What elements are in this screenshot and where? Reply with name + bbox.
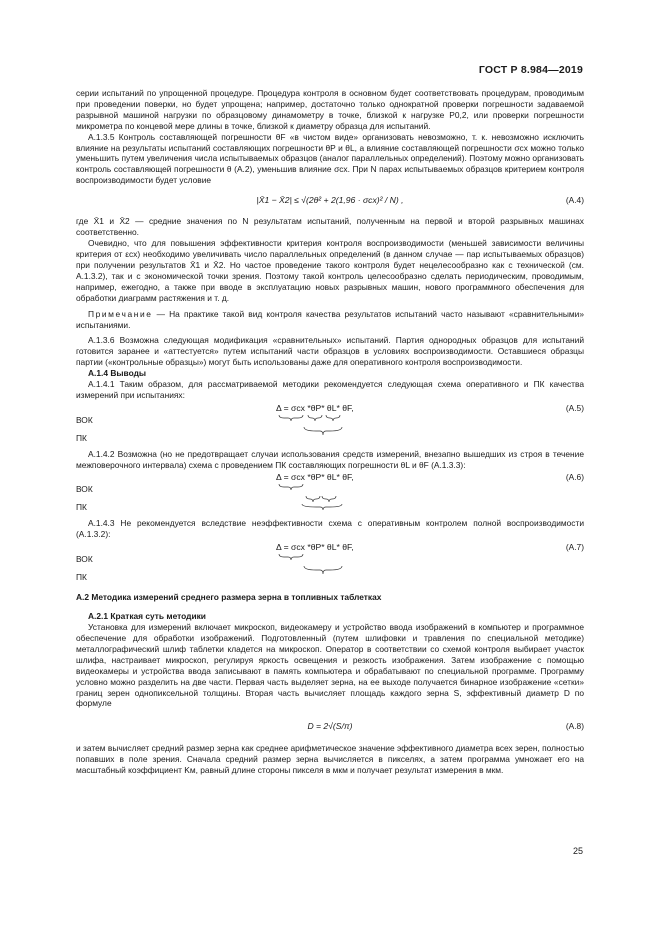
equation-a8 — [76, 713, 584, 739]
equation-a4 — [76, 190, 584, 212]
scheme-formula: Δ = σcx *θP* θL* θF, — [276, 402, 354, 413]
paragraph: А.1.4.2 Возможна (но не предотвращает случаи использования средств измерений, внезапно вышедших из строя в течение межповерочного интервала) схема с проведением ПК составляющих погрешности θL и θF (А.1.3.3): — [76, 448, 584, 470]
equation-number: (А.7) — [565, 542, 584, 553]
scheme-a5 — [76, 403, 584, 447]
label-vok: ВОК — [76, 484, 93, 495]
note-text: — На практике такой вид контроля качества результатов испытаний часто называют «сравнительными» испытаниями. — [76, 309, 584, 331]
paragraph: Установка для измерений включает микроскоп, видеокамеру и устройство ввода изображений в компьютер и программное обеспечение для обработки изображений. Подготовленный (путем шлифовки и травления по специальной методике) металлографический шлиф таблетки кладется на микроскоп. Оператор в соответствии со схемой контроля выбирает участок шлифа, настраивает микроскоп, регулируя яркость освещения и резкость изображения. Затем изображение с помощью видеокамеры и устройства ввода записывают в память компьютера и обрабатывают по специальной программе. Программу условно можно разделить на две части. Первая часть выделяет зерна, на ее выходе получается бинарное изображение «сетки» границ зерен однопиксельной толщины. Вторая часть вычисляет площадь каждого зерна S, эффективный диаметр D по формуле — [76, 622, 584, 709]
paragraph: и затем вычисляет средний размер зерна как среднее арифметическое значение эффективного диаметра всех зерен, полностью попавших в поле зрения. Сначала средний размер зерна вычисляется в пикселях, а затем программа умножает его на масштабный коэффициент Kм, равный длине стороны пикселя в мкм и получает результат измерения в мкм. — [76, 743, 584, 776]
document-header: ГОСТ Р 8.984—2019 — [478, 64, 583, 76]
formula: D = 2√(S/π) — [307, 721, 353, 732]
paragraph: А.1.3.6 Возможна следующая модификация «сравнительных» испытаний. Партия однородных образцов для испытаний готовится заранее и «аттестуется» путем испытаний части образцов в условиях воспроизводимости. Оставшиеся образцы партии («контрольные образцы») могут быть использованы даже для оперативного контроля воспроизводимости. — [76, 335, 584, 368]
scheme-braces — [276, 482, 436, 512]
paragraph: серии испытаний по упрощенной процедуре. Процедура контроля в основном будет соответствовать процедурам, проводимым при проведении поверки, но будет упрощена; например, достаточно только однократной проверки погрешности задаваемой разрывной машиной нагрузки по образцовому динамометру в точке, близкой к нагрузке P0,2, или проверки погрешности микрометра по концевой мере длины в точке, близкой к диаметру образца для испытаний. — [76, 88, 584, 131]
equation-number: (А.5) — [565, 402, 584, 413]
label-pk: ПК — [76, 502, 87, 513]
page-number: 25 — [572, 846, 583, 856]
equation-number: (А.8) — [565, 721, 584, 732]
paragraph: где X̄1 и X̄2 — средние значения по N результатам испытаний, полученным на первой и второй разрывных машинах соответственно. — [76, 216, 584, 238]
equation-number: (А.6) — [565, 472, 584, 483]
section-heading: А.2 Методика измерений среднего размера зерна в топливных таблетках — [76, 592, 382, 603]
label-vok: ВОК — [76, 414, 93, 425]
scheme-a7 — [76, 542, 584, 586]
label-pk: ПК — [76, 432, 87, 443]
subsection-heading: А.2.1 Краткая суть методики — [88, 611, 206, 622]
paragraph: А.1.3.5 Контроль составляющей погрешности θF «в чистом виде» организовать невозможно, т. к. невозможно исключить влияние на результаты испытаний составляющих погрешности θP и θL, а влияние составляющей погрешности σcx можно только уменьшить путем увеличения числа испытываемых образцов (аналог параллельных определений). Поэтому можно организовать контроль составляющей погрешности θ (А.2), уменьшив влияние σcx. При N парах испытываемых образцов критерием контроля воспроизводимости будет условие — [76, 131, 584, 186]
label-vok: ВОК — [76, 554, 93, 565]
paragraph: А.1.4.3 Не рекомендуется вследствие неэффективности схема с оперативным контролем полной воспроизводимости (А.1.3.2): — [76, 518, 584, 540]
equation-number: (А.4) — [565, 195, 584, 206]
paragraph: А.1.4.1 Таким образом, для рассматриваемой методики рекомендуется следующая схема оперативного и ПК качества измерений при испытаниях: — [76, 378, 584, 400]
section-heading: А.1.4 Выводы — [88, 367, 147, 378]
scheme-braces — [276, 552, 436, 582]
scheme-a6 — [76, 472, 584, 516]
formula: |X̄1 − X̄2| ≤ √(2θ² + 2(1,96 · σcx)² / N) , — [256, 195, 404, 206]
label-pk: ПК — [76, 572, 87, 583]
note-label: Примечание — [88, 309, 153, 320]
document-body — [76, 88, 584, 776]
scheme-formula: Δ = σcx *θP* θL* θF, — [276, 472, 354, 483]
paragraph: Очевидно, что для повышения эффективности критерия контроля воспроизводимости (меньшей зависимости величины критерия от εcx) необходимо увеличивать число параллельных определений (в данном случае — пар испытываемых образцов) при получении результатов X̄1 и X̄2. Но частое проведение такого контроля будет нецелесообразно как с технической (см. А.1.3.2), так и с экономической точки зрения. Поэтому такой контроль целесообразно сделать периодическим, проводимым, например, ежегодно, а также при вводе в эксплуатацию новых разрывных машин, нового программного обеспечения для обработки диаграмм растяжения и т. д. — [76, 237, 584, 303]
note — [76, 309, 584, 331]
scheme-braces — [276, 413, 436, 443]
scheme-formula: Δ = σcx *θP* θL* θF, — [276, 542, 354, 553]
